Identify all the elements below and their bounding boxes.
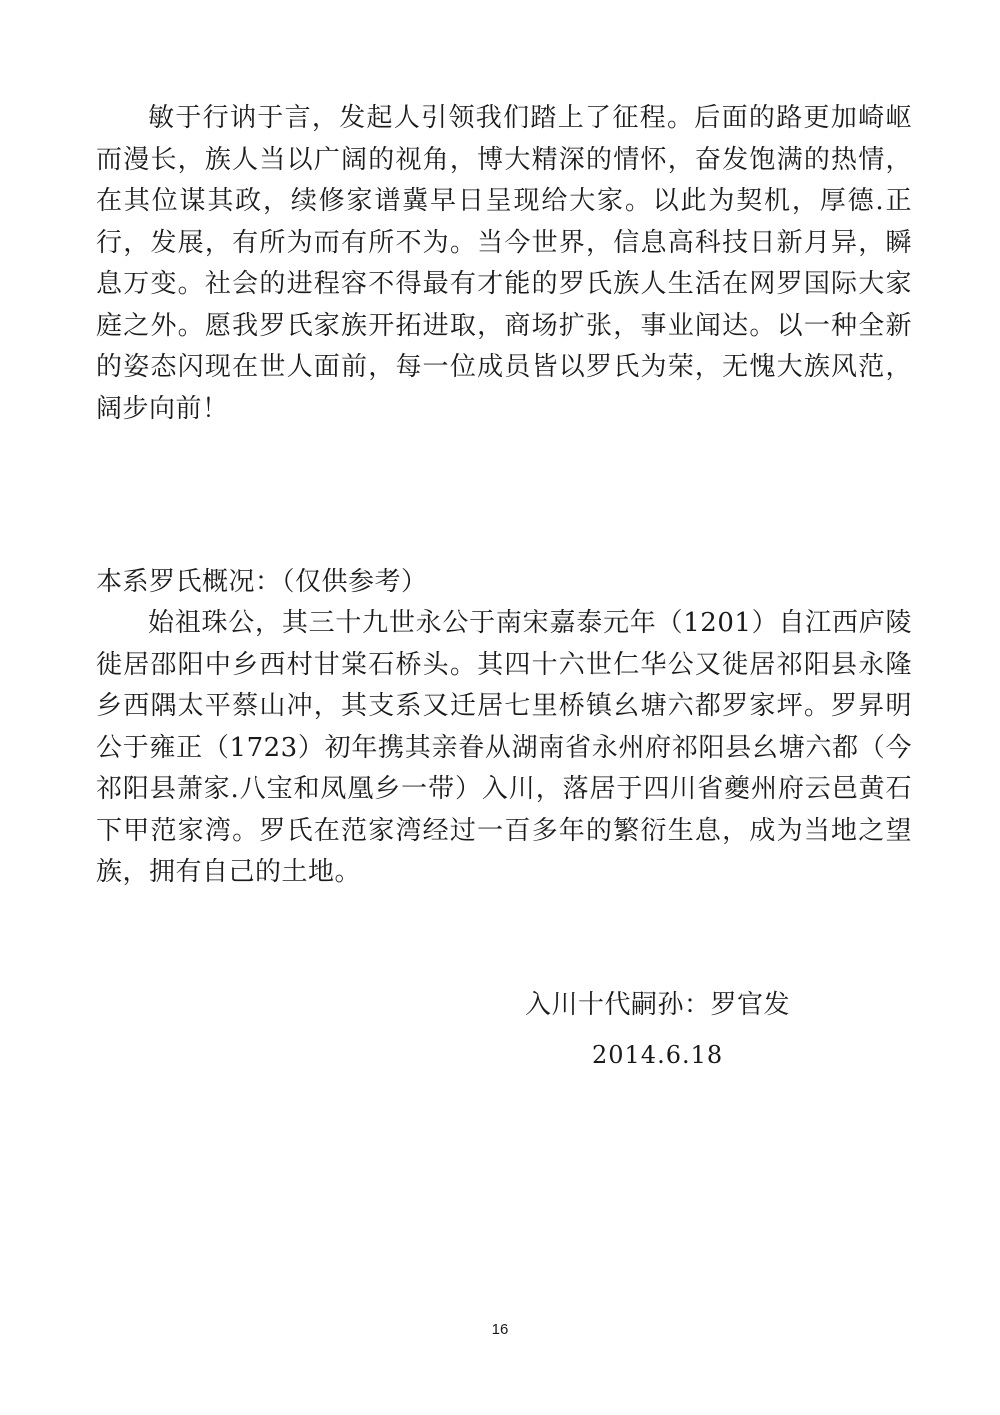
intro-paragraph: 敏于行讷于言，发起人引领我们踏上了征程。后面的路更加崎岖而漫长，族人当以广阔的视角，博大精深的情怀，奋发饱满的热情，在其位谋其政，续修家谱冀早日呈现给大家。以此为契机，厚德.正行，发展，有所为而有所不为。当今世界，信息高科技日新月异，瞬息万变。社会的进程容不得最有才能的罗氏族人生活在网罗国际大家庭之外。愿我罗氏家族开拓进取，商场扩张，事业闻达。以一种全新的姿态闪现在世人面前，每一位成员皆以罗氏为荣，无愧大族风范，阔步向前！ — [96, 103, 912, 424]
document-date: 2014.6.18 — [592, 1041, 724, 1069]
author-signature: 入川十代嗣孙：罗官发 — [525, 990, 791, 1020]
history-paragraph: 始祖珠公，其三十九世永公于南宋嘉泰元年（1201）自江西庐陵徙居邵阳中乡西村甘棠石桥头。其四十六世仁华公又徙居祁阳县永隆乡西隅太平蔡山冲，其支系又迁居七里桥镇幺塘六都罗家坪。罗昇明公于雍正（1723）初年携其亲眷从湖南省永州府祁阳县幺塘六都（今祁阳县萧家.八宝和凤凰乡一带）入川，落居于四川省夔州府云邑黄石下甲范家湾。罗氏在范家湾经过一百多年的繁衍生息，成为当地之望族，拥有自己的土地。 — [96, 608, 912, 887]
page-number: 16 — [491, 1321, 509, 1338]
section-heading: 本系罗氏概况：（仅供参考） — [96, 567, 428, 597]
